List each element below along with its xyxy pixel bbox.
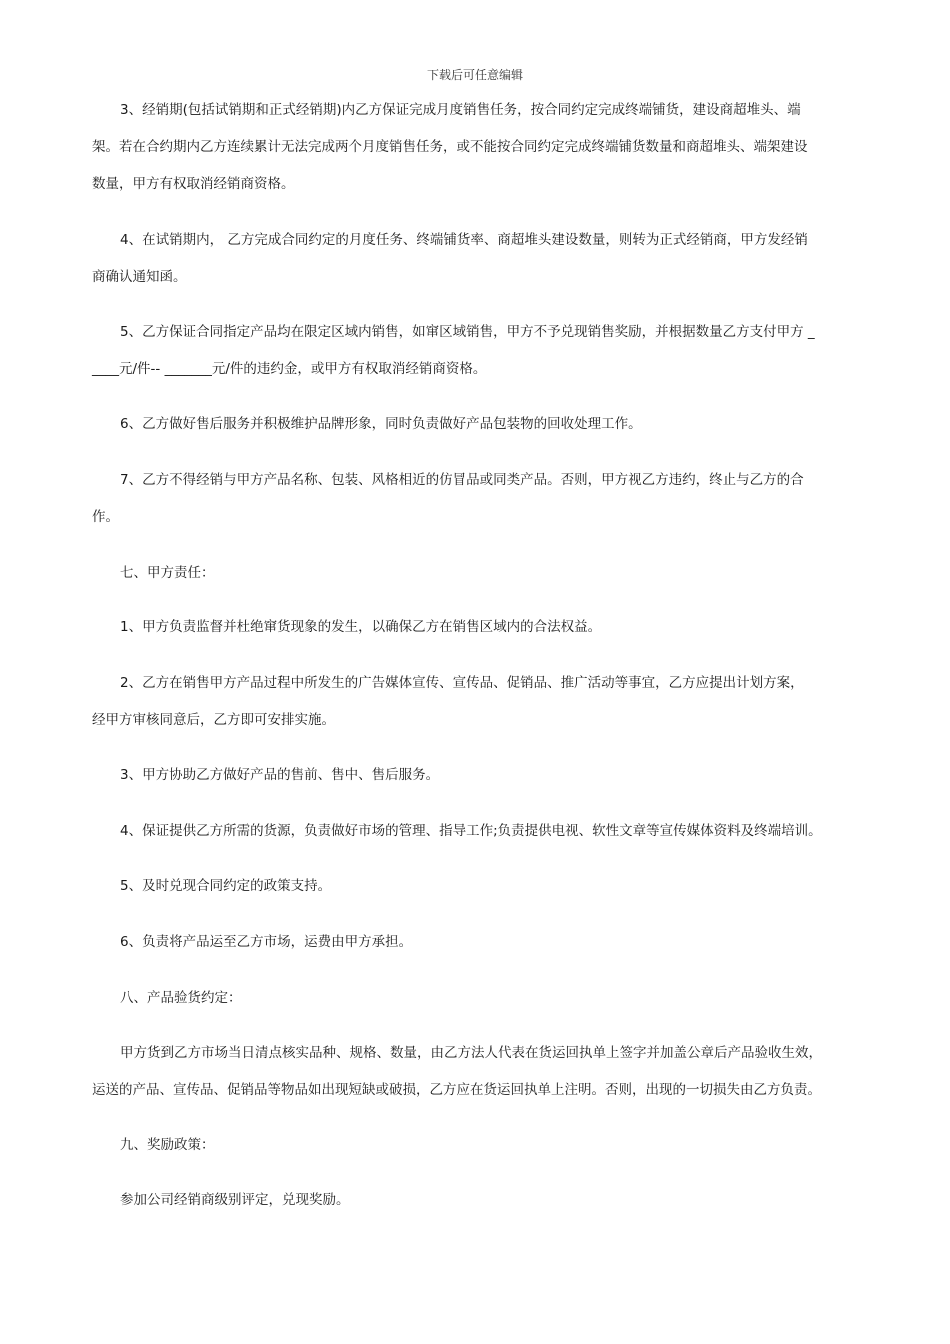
clause-8-body — [92, 1035, 864, 1109]
paragraph-line: 6、负责将产品运至乙方市场，运费由甲方承担。 — [120, 934, 413, 950]
paragraph-line: 运送的产品、宣传品、促销品等物品如出现短缺或破损，乙方应在货运回执单上注明。否则，出现的一切损失由乙方负责。 — [92, 1082, 821, 1098]
clause-6-5 — [92, 314, 864, 388]
section-heading: 七、甲方责任： — [120, 565, 215, 581]
page-header: 下载后可任意编辑 — [426, 68, 523, 82]
paragraph-line: 参加公司经销商级别评定，兑现奖励。 — [120, 1192, 350, 1208]
section-9-heading — [92, 1127, 864, 1164]
section-heading: 九、奖励政策： — [120, 1137, 215, 1153]
paragraph-line: 架。若在合约期内乙方连续累计无法完成两个月度销售任务，或不能按合同约定完成终端铺货数量和商超堆头、端架建设 — [92, 139, 808, 155]
paragraph-line: 经甲方审核同意后，乙方即可安排实施。 — [92, 712, 335, 728]
paragraph-line: 1、甲方负责监督并杜绝窜货现象的发生，以确保乙方在销售区域内的合法权益。 — [120, 619, 602, 635]
paragraph-line: 3、经销期(包括试销期和正式经销期)内乙方保证完成月度销售任务，按合同约定完成终端铺货，建设商超堆头、端 — [120, 102, 801, 118]
paragraph-line: 2、乙方在销售甲方产品过程中所发生的广告媒体宣传、宣传品、促销品、推广活动等事宜，乙方应提出计划方案， — [120, 675, 804, 691]
paragraph-line: 4、在试销期内， 乙方完成合同约定的月度任务、终端铺货率、商超堆头建设数量，则转为正式经销商，甲方发经销 — [120, 232, 808, 248]
paragraph-line: 4、保证提供乙方所需的货源，负责做好市场的管理、指导工作;负责提供电视、软性文章等宣传媒体资料及终端培训。 — [120, 823, 822, 839]
section-7-heading — [92, 555, 864, 592]
paragraph-line: ____元/件-- _______元/件的违约金，或甲方有权取消经销商资格。 — [92, 361, 487, 377]
clause-7-5 — [92, 868, 864, 905]
clause-6-3 — [92, 92, 864, 203]
clause-7-3 — [92, 757, 864, 794]
clause-6-7 — [92, 462, 864, 536]
clause-7-1 — [92, 609, 864, 646]
paragraph-line: 商确认通知函。 — [92, 269, 187, 285]
paragraph-line: 5、乙方保证合同指定产品均在限定区域内销售，如窜区域销售，甲方不予兑现销售奖励，并根据数量乙方支付甲方 _ — [120, 324, 815, 340]
clause-9-body — [92, 1182, 864, 1219]
clause-7-4 — [92, 813, 864, 850]
paragraph-line: 3、甲方协助乙方做好产品的售前、售中、售后服务。 — [120, 767, 440, 783]
paragraph-line: 甲方货到乙方市场当日清点核实品种、规格、数量，由乙方法人代表在货运回执单上签字并加盖公章后产品验收生效， — [120, 1045, 822, 1061]
clause-7-6 — [92, 924, 864, 961]
paragraph-line: 数量，甲方有权取消经销商资格。 — [92, 176, 295, 192]
clause-6-6 — [92, 406, 864, 443]
section-8-heading — [92, 980, 864, 1017]
paragraph-line: 7、乙方不得经销与甲方产品名称、包装、风格相近的仿冒品或同类产品。否则，甲方视乙方违约，终止与乙方的合 — [120, 472, 804, 488]
paragraph-line: 5、及时兑现合同约定的政策支持。 — [120, 878, 332, 894]
paragraph-line: 作。 — [92, 509, 119, 525]
section-heading: 八、产品验货约定： — [120, 990, 242, 1006]
paragraph-line: 6、乙方做好售后服务并积极维护品牌形象，同时负责做好产品包装物的回收处理工作。 — [120, 416, 642, 432]
clause-7-2 — [92, 665, 864, 739]
clause-6-4 — [92, 222, 864, 296]
